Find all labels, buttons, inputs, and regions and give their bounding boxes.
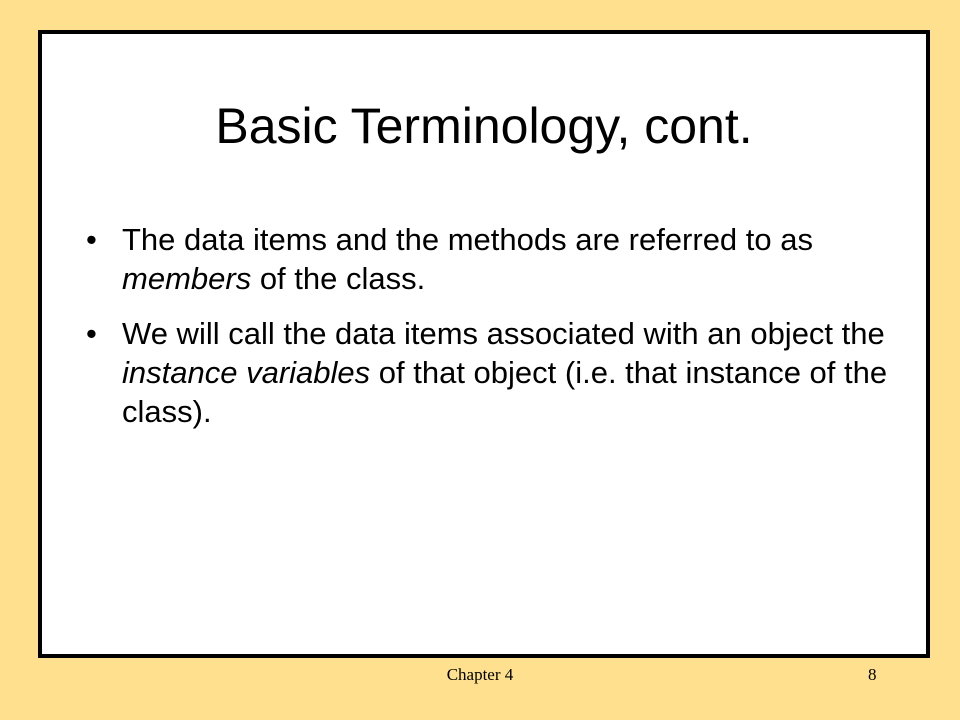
bullet-list: [84, 220, 904, 447]
bullet-icon: •: [86, 316, 97, 351]
bullet-text-italic: instance variables: [122, 355, 371, 390]
bullet-text-italic: members: [122, 261, 252, 296]
content-panel: [38, 30, 930, 658]
bullet-item: [84, 314, 904, 431]
slide-title: Basic Terminology, cont.: [215, 98, 753, 154]
bullet-text-part: The data items and the methods are referred to as: [122, 222, 813, 257]
bullet-icon: •: [86, 222, 97, 257]
footer-page-number: 8: [868, 665, 877, 684]
footer-chapter-label: Chapter 4: [446, 665, 514, 684]
bullet-text-part: of that object (i.e. that instance of the class).: [122, 355, 888, 429]
bullet-text-part: of the class.: [251, 261, 426, 296]
bullet-item: [84, 220, 904, 298]
bullet-text-part: We will call the data items associated with an object the: [122, 316, 885, 351]
